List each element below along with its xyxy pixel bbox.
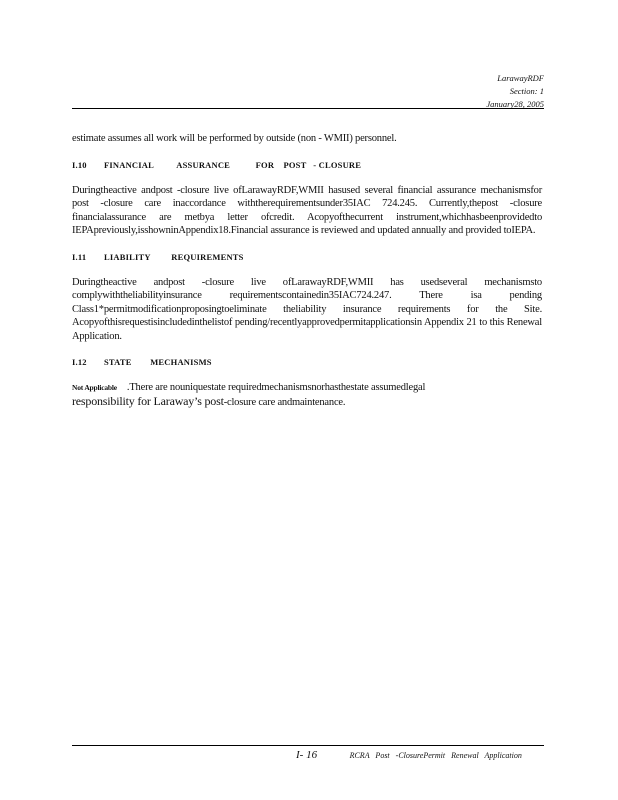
section-text-i12-large: responsibility for Laraway’s post xyxy=(72,393,224,408)
section-title-i11: LIABILITY REQUIREMENTS xyxy=(104,251,244,262)
section-paragraph-i10: Duringtheactive andpost -closure live ofLarawayRDF,WMII hasused several financial assurance mechanismsfor post -closure care inaccordance withtherequirementsunder35IAC 724.245. Currently,thepost -closure financialassurance are metbya letter ofcredit. Acopyofthecurrent instrument,whichhasbeenprovidedto IEPApreviously,isshowninAppendix18.Financial assurance is reviewed and updated annually and provided toIEPA. xyxy=(72,184,542,236)
section-title-i10: FINANCIAL ASSURANCE FOR POST - CLOSURE xyxy=(104,159,362,170)
header-divider xyxy=(72,108,544,109)
footer-document-title: RCRA Post -ClosurePermit Renewal Application xyxy=(349,751,522,760)
intro-paragraph: estimate assumes all work will be performed by outside (non - WMII) personnel. xyxy=(72,133,397,144)
page-header xyxy=(486,72,544,111)
section-number-i11: I.11 xyxy=(72,251,87,262)
section-number-i10: I.10 xyxy=(72,159,87,170)
page-number: I- 16 xyxy=(296,749,318,761)
section-heading-i12 xyxy=(72,357,542,367)
section-number-i12: I.12 xyxy=(72,357,87,367)
section-heading-i11 xyxy=(72,252,542,262)
section-paragraph-i12 xyxy=(72,381,542,409)
not-applicable-label: Not Applicable xyxy=(72,383,117,392)
section-number: Section: 1 xyxy=(509,86,544,96)
page-footer xyxy=(296,749,522,761)
section-paragraph-i11: Duringtheactive andpost -closure live ofLarawayRDF,WMII has usedseveral mechanismsto complywiththeliabilityinsurance requirementscontainedin35IAC724.247. There isa pending Class1*permitmodificationproposingtoeliminate theliability insurance requirements for the Site. Acopyofthisrequestisincludedinthelistof pending/recentlyapprovedpermitapplicationsin Appendix 21 to this Renewal Application. xyxy=(72,276,542,342)
document-date: January28, 2005 xyxy=(486,99,544,109)
footer-divider xyxy=(72,745,544,746)
section-text-i12: .There are nouniquestate requiredmechanismsnorhasthestate assumedlegal xyxy=(126,382,426,393)
section-heading-i10 xyxy=(72,160,542,170)
page-body xyxy=(72,132,542,423)
facility-name: LarawayRDF xyxy=(497,73,544,83)
section-text-i12-rest: -closure care andmaintenance. xyxy=(223,396,346,408)
section-title-i12: STATE MECHANISMS xyxy=(104,357,212,367)
